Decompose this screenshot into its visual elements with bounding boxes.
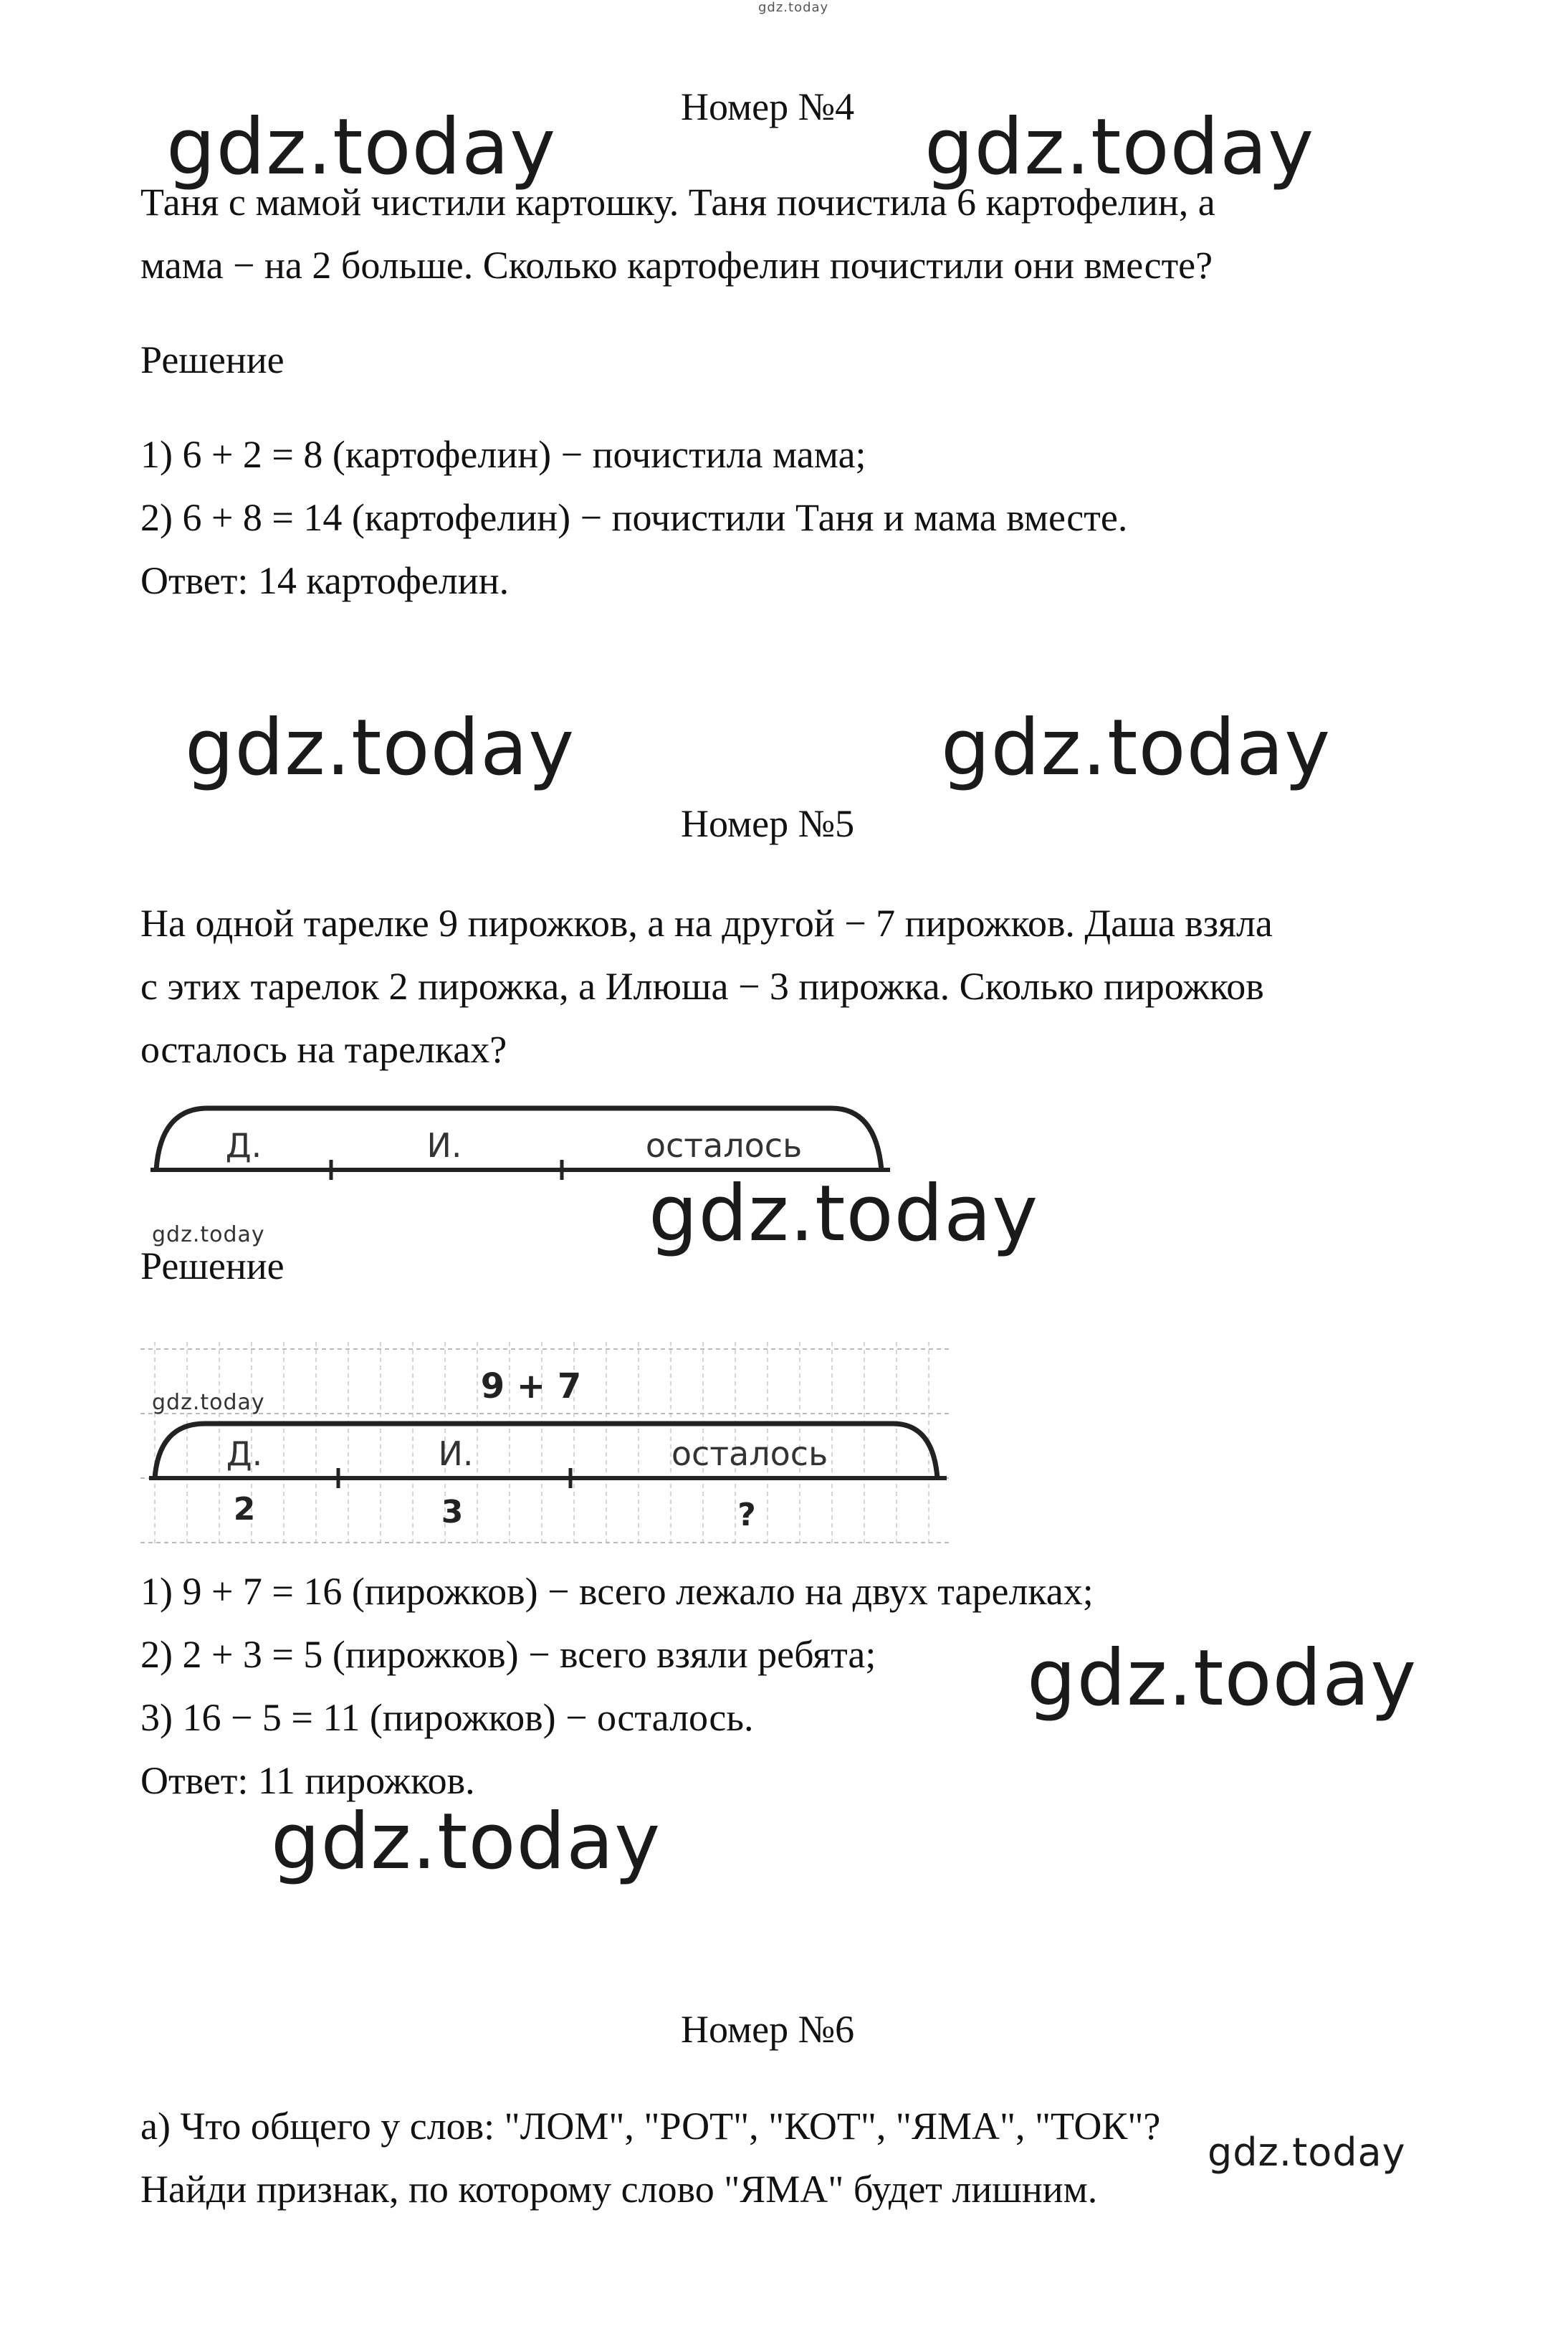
watermark: gdz.today <box>1027 1634 1418 1723</box>
task5-text-line1: На одной тарелке 9 пирожков, а на другой − 7 пирожков. Даша взяла <box>140 902 1273 945</box>
watermark: gdz.today <box>185 703 575 793</box>
task6-text-line1: а) Что общего у слов: "ЛОМ", "РОТ", "КОТ", "ЯМА", "ТОК"? <box>140 2105 1161 2148</box>
segment-label-i: И. <box>438 1434 474 1473</box>
value-i: 3 <box>441 1494 464 1530</box>
task4-text-line2: мама − на 2 больше. Сколько картофелин почистили они вместе? <box>140 244 1213 287</box>
task4-solution-label: Решение <box>140 338 285 381</box>
task5-solution-diagram <box>140 1335 950 1550</box>
task6-text-line2: Найди признак, по которому слово "ЯМА" будет лишним. <box>140 2168 1098 2211</box>
task5-step2: 2) 2 + 3 = 5 (пирожков) − всего взяли ребята; <box>140 1633 876 1676</box>
task5-step1: 1) 9 + 7 = 16 (пирожков) − всего лежало на двух тарелках; <box>140 1570 1094 1613</box>
task5-answer: Ответ: 11 пирожков. <box>140 1759 475 1802</box>
task6-title: Номер №6 <box>681 2008 855 2051</box>
watermark-small: gdz.today <box>152 1222 265 1247</box>
watermark: gdz.today <box>924 103 1315 192</box>
task5-solution-label: Решение <box>140 1244 285 1287</box>
task5-step3: 3) 16 − 5 = 11 (пирожков) − осталось. <box>140 1696 754 1739</box>
segment-label-remaining: осталось <box>645 1126 803 1165</box>
watermark-small: gdz.today <box>152 1390 265 1415</box>
task4-text-line1: Таня с мамой чистили картошку. Таня почистила 6 картофелин, а <box>140 181 1215 224</box>
value-d: 2 <box>233 1491 256 1528</box>
task5-title: Номер №5 <box>681 802 855 845</box>
watermark: gdz.today <box>941 703 1332 793</box>
watermark-top: gdz.today <box>758 0 829 15</box>
total-label: 9 + 7 <box>480 1366 582 1406</box>
value-unknown: ? <box>737 1497 756 1533</box>
segment-label-remaining: осталось <box>671 1434 828 1473</box>
task4-step2: 2) 6 + 8 = 14 (картофелин) − почистили Таня и мама вместе. <box>140 496 1128 539</box>
watermark: gdz.today <box>166 103 557 192</box>
task5-text-line3: осталось на тарелках? <box>140 1028 507 1071</box>
task4-answer: Ответ: 14 картофелин. <box>140 559 510 602</box>
watermark: gdz.today <box>649 1169 1039 1259</box>
watermark-medium: gdz.today <box>1208 2130 1406 2175</box>
segment-label-d: Д. <box>226 1434 263 1473</box>
watermark: gdz.today <box>271 1797 661 1887</box>
task4-title: Номер №4 <box>681 85 855 128</box>
segment-label-i: И. <box>426 1126 462 1165</box>
task5-text-line2: с этих тарелок 2 пирожка, а Илюша − 3 пирожка. Сколько пирожков <box>140 965 1264 1008</box>
task4-step1: 1) 6 + 2 = 8 (картофелин) − почистила мама; <box>140 433 866 476</box>
segment-label-d: Д. <box>225 1126 262 1165</box>
